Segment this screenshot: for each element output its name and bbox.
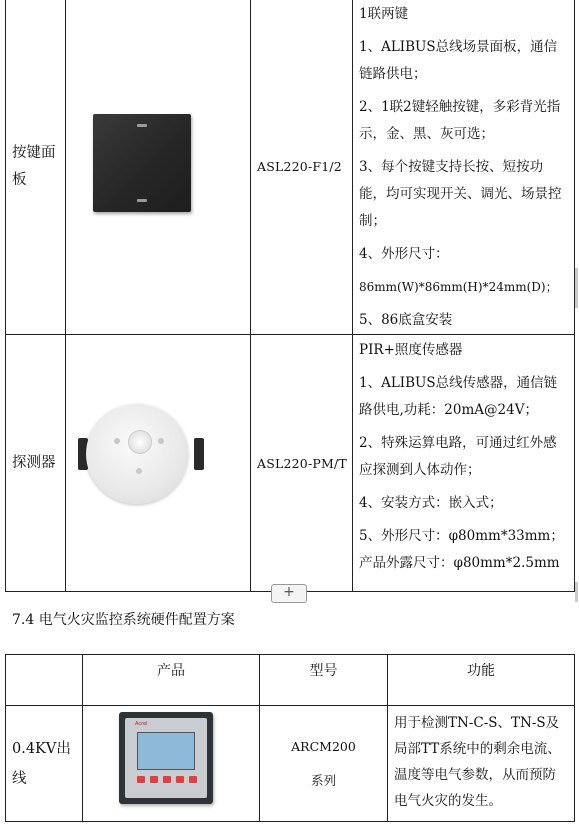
header-model: 型号 bbox=[260, 655, 388, 706]
model-text: ASL220-F1/2 bbox=[257, 159, 342, 174]
function-cell bbox=[353, 0, 575, 335]
model-text: ASL220-PM/T bbox=[257, 455, 347, 471]
add-row-button[interactable] bbox=[271, 584, 307, 603]
function-line: 4、外形尺寸： bbox=[359, 246, 449, 262]
function-line: 3、每个按键支持长按、短按功能，均可实现开关、调光、场景控制； bbox=[359, 159, 562, 229]
light-sensor bbox=[114, 438, 120, 444]
function-cell bbox=[388, 706, 575, 822]
category-text: 探测器 bbox=[12, 454, 56, 471]
category-text: 0.4KV出线 bbox=[12, 740, 71, 787]
category-cell bbox=[6, 335, 66, 592]
device-face bbox=[125, 718, 207, 798]
key-indicator bbox=[137, 124, 147, 127]
device-display bbox=[137, 732, 195, 770]
resize-handle[interactable] bbox=[575, 582, 578, 602]
model-series: 系列 bbox=[310, 772, 336, 788]
function-text: 用于检测TN-C-S、TN-S及局部TT系统中的剩余电流、温度等电气参数，从而预防电气火灾的发生。 bbox=[394, 715, 561, 809]
device-key bbox=[137, 776, 145, 783]
model-cell bbox=[260, 706, 388, 822]
function-line: 4、安装方式：嵌入式； bbox=[359, 495, 503, 511]
product-table-2 bbox=[5, 654, 575, 822]
category-text: 按键面板 bbox=[12, 144, 56, 188]
model-cell bbox=[251, 0, 353, 335]
function-line: 86mm(W)*86mm(H)*24mm(D)； bbox=[359, 280, 558, 294]
arcm200-device-image bbox=[119, 712, 213, 804]
table-header-row bbox=[6, 655, 575, 706]
function-line: 5、外形尺寸：φ80mm*33mm；产品外露尺寸：φ80mm*2.5mm bbox=[359, 528, 564, 571]
table-row bbox=[6, 0, 575, 335]
pir-lens bbox=[128, 430, 152, 454]
device-keys bbox=[137, 776, 197, 784]
model-cell bbox=[251, 335, 353, 592]
header-cell bbox=[6, 655, 83, 706]
category-cell bbox=[6, 0, 66, 335]
resize-handle[interactable] bbox=[575, 268, 578, 308]
plus-icon: + bbox=[283, 584, 295, 600]
header-function: 功能 bbox=[388, 655, 575, 706]
function-cell bbox=[353, 335, 575, 592]
key-panel-image bbox=[93, 114, 191, 212]
light-sensor bbox=[136, 468, 142, 474]
function-line: 1、ALIBUS总线场景面板，通信链路供电； bbox=[359, 39, 558, 82]
device-key bbox=[163, 776, 171, 783]
function-line: 2、特殊运算电路，可通过红外感应探测到人体动作； bbox=[359, 435, 557, 478]
mounting-clip bbox=[194, 438, 204, 470]
device-key bbox=[189, 776, 197, 783]
function-line: PIR+照度传感器 bbox=[359, 342, 463, 358]
light-sensor bbox=[158, 438, 164, 444]
function-line: 2、1联2键轻触按键，多彩背光指示，金、黑、灰可选； bbox=[359, 99, 561, 142]
model-text: ARCM200 bbox=[291, 738, 356, 754]
key-indicator bbox=[137, 199, 147, 202]
detector-image bbox=[78, 404, 208, 504]
table-row bbox=[6, 706, 575, 822]
header-product: 产品 bbox=[83, 655, 260, 706]
function-line: 5、86底盒安装 bbox=[359, 312, 453, 328]
function-line: 1、ALIBUS总线传感器，通信链路供电,功耗：20mA@24V； bbox=[359, 375, 558, 418]
category-cell bbox=[6, 706, 83, 822]
function-line: 1联两键 bbox=[359, 6, 409, 22]
device-key bbox=[150, 776, 158, 783]
detector-body bbox=[86, 404, 188, 504]
brand-label: Acrel bbox=[135, 721, 148, 727]
section-title: 7.4 电气火灾监控系统硬件配置方案 bbox=[12, 612, 235, 628]
device-key bbox=[176, 776, 184, 783]
